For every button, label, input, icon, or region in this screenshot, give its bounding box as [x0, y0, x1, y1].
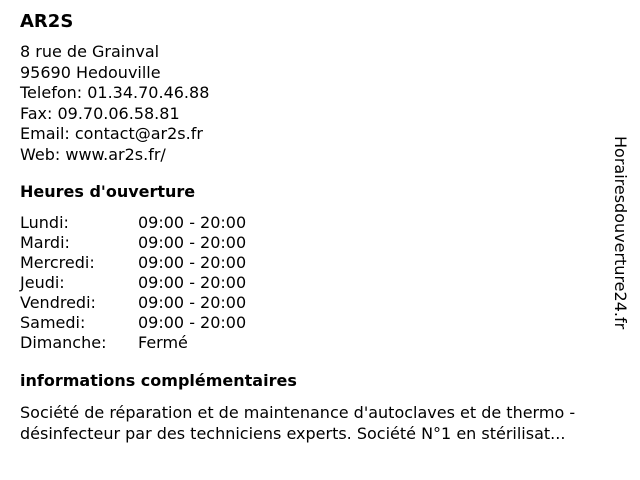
- address-city: 95690 Hedouville: [20, 62, 161, 82]
- hours-day: Lundi:: [20, 213, 69, 232]
- hours-time: 09:00 - 20:00: [138, 313, 247, 332]
- hours-day: Dimanche:: [20, 333, 107, 352]
- business-card: [20, 10, 620, 444]
- hours-day: Mardi:: [20, 233, 70, 252]
- hours-row: [20, 213, 620, 233]
- hours-day: Vendredi:: [20, 293, 96, 312]
- hours-time: 09:00 - 20:00: [138, 213, 247, 232]
- hours-table: [20, 213, 620, 353]
- business-name: AR2S: [20, 11, 74, 32]
- hours-row: [20, 333, 620, 353]
- hours-title: Heures d'ouverture: [20, 182, 196, 201]
- hours-time: Fermé: [138, 333, 188, 352]
- hours-time: 09:00 - 20:00: [138, 273, 247, 292]
- hours-day: Jeudi:: [20, 273, 65, 292]
- email-line: Email: contact@ar2s.fr: [20, 124, 203, 143]
- info-description: Société de réparation et de maintenance d'autoclaves et de thermo -désinfecteur par des techniciens experts. Société N°1 en stérilisat...: [20, 403, 576, 443]
- hours-day: Mercredi:: [20, 253, 95, 272]
- fax-line: Fax: 09.70.06.58.81: [20, 103, 180, 123]
- info-title: informations complémentaires: [20, 371, 297, 390]
- hours-time: 09:00 - 20:00: [138, 293, 247, 312]
- brand-watermark: Horairesdouverture24.fr: [611, 136, 630, 330]
- web-line: Web: www.ar2s.fr/: [20, 144, 166, 164]
- hours-time: 09:00 - 20:00: [138, 233, 247, 252]
- phone-line: Telefon: 01.34.70.46.88: [20, 83, 210, 102]
- hours-row: [20, 253, 620, 273]
- hours-row: [20, 233, 620, 253]
- address-block: [20, 42, 620, 165]
- hours-day: Samedi:: [20, 313, 86, 332]
- address-street: 8 rue de Grainval: [20, 42, 160, 61]
- hours-row: [20, 313, 620, 333]
- hours-time: 09:00 - 20:00: [138, 253, 247, 272]
- hours-row: [20, 273, 620, 293]
- hours-row: [20, 293, 620, 313]
